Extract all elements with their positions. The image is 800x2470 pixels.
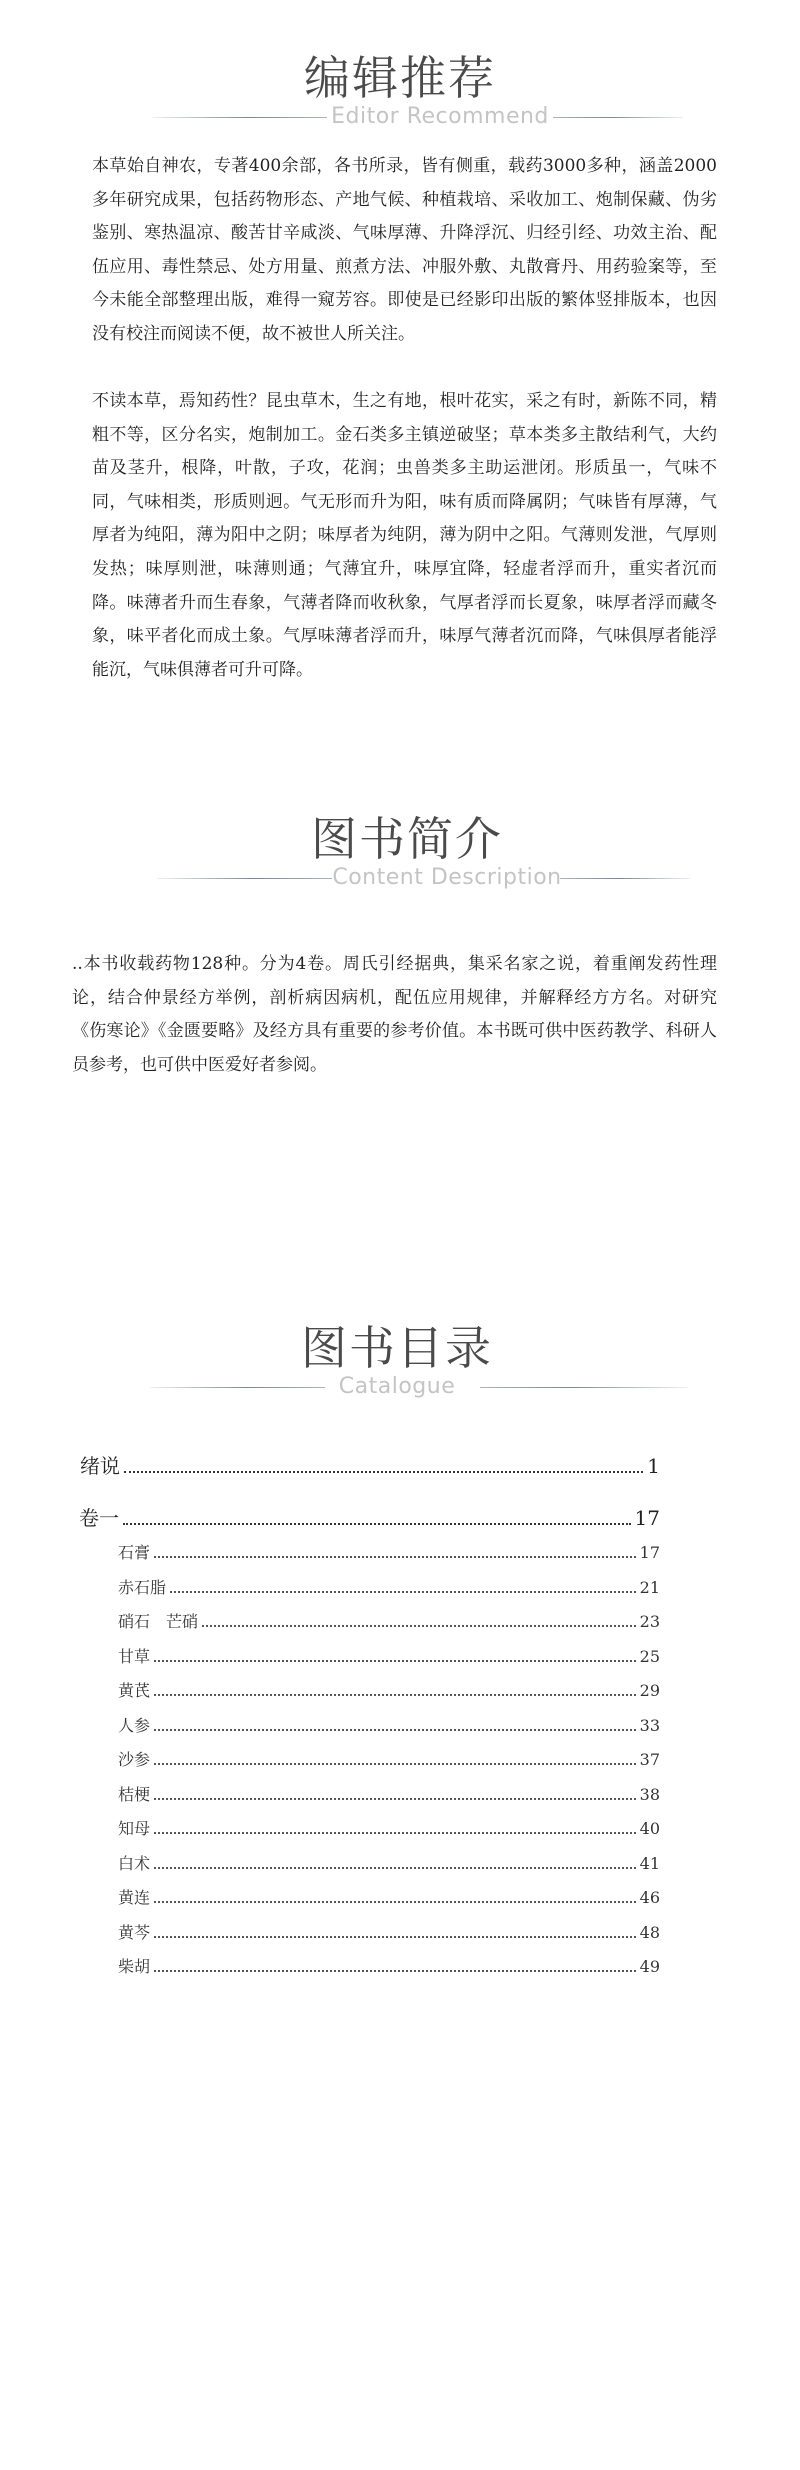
toc-entry-page: 41 (639, 1853, 660, 1873)
toc-entry-page: 1 (647, 1454, 660, 1478)
toc-entry-label: 沙参 (118, 1750, 151, 1769)
toc-entry-page: 17 (634, 1506, 660, 1530)
toc-entry-page: 25 (639, 1646, 660, 1666)
toc-entry-page: 23 (639, 1612, 660, 1631)
editor-paragraph-1: 本草始自神农，专著400余部，各书所录，皆有侧重，载药3000多种，涵盖2000多年研究成果，包括药物形态、产地气候、种植栽培、采收加工、炮制保藏、伪劣鉴别、寒热温凉、酸苦甘辛咸淡、气味厚薄、升降浮沉、归经引经、功效主治、配伍应用、毒性禁忌、处方用量、煎煮方法、冲服外敷、丸散膏丹、用药验案等，至今未能全部整理出版，难得一窥芳容。即使是已经影印出版的繁体竖排版本，也因没有校注而阅读不便，故不被世人所关注。 (92, 156, 717, 344)
toc-sub-entry[interactable] (80, 1782, 660, 1817)
toc-entry-intro[interactable] (80, 1450, 660, 1502)
table-of-contents (80, 1450, 660, 1989)
toc-entry-page: 46 (639, 1888, 660, 1907)
toc-entry-page: 38 (639, 1784, 660, 1804)
toc-leader-dots (154, 1866, 636, 1869)
toc-leader-dots (154, 1797, 636, 1800)
toc-sub-entry[interactable] (80, 1851, 660, 1886)
toc-entry-page: 40 (639, 1819, 660, 1838)
toc-entry-label: 黄连 (118, 1888, 151, 1907)
toc-leader-dots (154, 1762, 636, 1765)
toc-leader-dots (154, 1935, 636, 1938)
toc-sub-entry[interactable] (80, 1816, 660, 1851)
toc-sub-entry[interactable] (80, 1954, 660, 1989)
toc-leader-dots (154, 1659, 636, 1662)
toc-entry-label: 石膏 (118, 1543, 151, 1562)
toc-sub-entry[interactable] (80, 1920, 660, 1955)
toc-entry-label: 绪说 (80, 1454, 120, 1478)
toc-sub-entry[interactable] (80, 1644, 660, 1679)
toc-entry-page: 33 (639, 1715, 660, 1735)
toc-entry-page: 29 (639, 1681, 660, 1700)
content-description-title: 图书简介 (311, 812, 503, 866)
toc-leader-dots (154, 1728, 636, 1731)
toc-entry-volume-1[interactable] (79, 1502, 660, 1540)
catalogue-subtitle: Catalogue (338, 1374, 456, 1399)
toc-entry-page: 21 (639, 1577, 660, 1597)
toc-leader-dots (154, 1831, 636, 1834)
content-description-header (0, 803, 800, 903)
toc-sub-entries (80, 1540, 660, 1989)
toc-leader-dots (202, 1624, 636, 1627)
toc-leader-dots (170, 1590, 636, 1593)
toc-entry-page: 17 (639, 1543, 660, 1562)
toc-sub-entry[interactable] (80, 1678, 660, 1713)
toc-leader-dots (154, 1555, 636, 1558)
catalogue-title: 图书目录 (301, 1321, 493, 1375)
toc-sub-entry[interactable] (80, 1885, 660, 1920)
toc-entry-label: 知母 (118, 1819, 151, 1838)
toc-entry-label: 白术 (118, 1853, 151, 1873)
toc-leader-dots (154, 1693, 636, 1696)
toc-sub-entry[interactable] (80, 1609, 660, 1644)
toc-sub-entry[interactable] (80, 1747, 660, 1782)
toc-leader-dots (154, 1900, 636, 1903)
toc-leader-dots (123, 1522, 631, 1525)
toc-leader-dots (124, 1470, 643, 1473)
toc-entry-label: 赤石脂 (118, 1577, 167, 1597)
toc-sub-entry[interactable] (80, 1575, 660, 1610)
editor-paragraph-2: 不读本草，焉知药性？昆虫草木，生之有地，根叶花实，采之有时，新陈不同，精粗不等，区分名实，炮制加工。金石类多主镇逆破坚；草本类多主散结利气，大约苗及茎升，根降，叶散，子攻，花润；虫兽类多主助运泄闭。形质虽一，气味不同，气味相类，形质则迥。气无形而升为阳，味有质而降属阴；气味皆有厚薄，气厚者为纯阳，薄为阳中之阴；味厚者为纯阴，薄为阴中之阳。气薄则发泄，气厚则发热；味厚则泄，味薄则通；气薄宜升，味厚宜降，轻虚者浮而升，重实者沉而降。味薄者升而生春象，气薄者降而收秋象，气厚者浮而长夏象，味厚者浮而藏冬象，味平者化而成土象。气厚味薄者浮而升，味厚气薄者沉而降，气味俱厚者能浮能沉，气味俱薄者可升可降。 (92, 391, 717, 680)
editor-recommend-subtitle: Editor Recommend (331, 104, 549, 129)
toc-entry-label: 甘草 (118, 1646, 151, 1666)
content-paragraph: ..本书收载药物128种。分为4卷。周氏引经据典，集采名家之说，着重阐发药性理论，结合仲景经方举例，剖析病因病机，配伍应用规律，并解释经方方名。对研究《伤寒论》《金匮要略》及经方具有重要的参考价值。本书既可供中医药教学、科研人员参考，也可供中医爱好者参阅。 (72, 954, 717, 1075)
toc-entry-label: 人参 (118, 1715, 151, 1735)
toc-entry-label: 黄芪 (118, 1681, 151, 1700)
toc-entry-label: 黄芩 (118, 1922, 151, 1942)
editor-recommend-title: 编辑推荐 (304, 51, 496, 105)
toc-entry-label: 卷一 (79, 1506, 119, 1530)
content-description-subtitle: Content Description (332, 865, 562, 890)
toc-entry-page: 48 (639, 1922, 660, 1942)
toc-entry-page: 37 (639, 1750, 660, 1769)
toc-sub-entry[interactable] (80, 1540, 660, 1575)
catalogue-header (0, 1312, 800, 1412)
toc-entry-page: 49 (639, 1957, 660, 1976)
toc-leader-dots (154, 1969, 636, 1972)
editor-recommend-header (0, 42, 800, 142)
toc-sub-entry[interactable] (80, 1713, 660, 1748)
toc-entry-label: 桔梗 (118, 1784, 151, 1804)
toc-entry-label: 硝石 芒硝 (118, 1612, 199, 1631)
toc-entry-label: 柴胡 (118, 1957, 151, 1976)
